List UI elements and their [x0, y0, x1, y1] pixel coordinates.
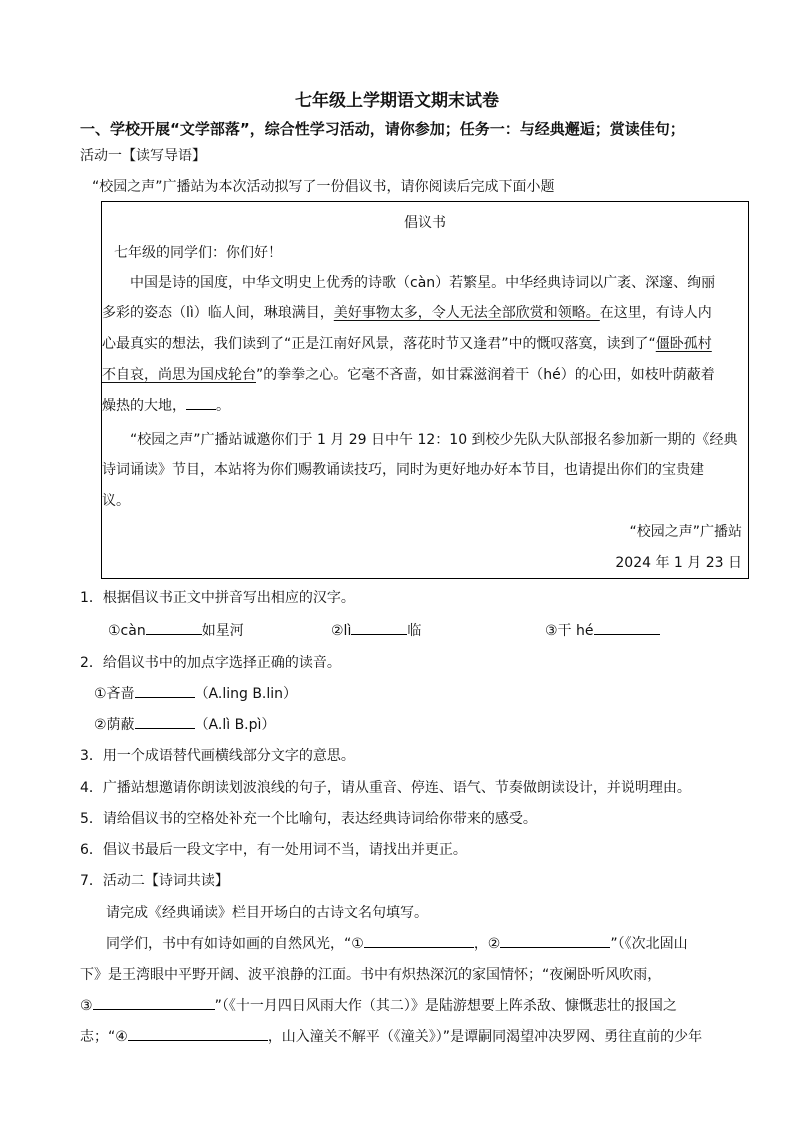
question-7: 7．活动二【诗词共读】: [80, 873, 229, 889]
letter-p2-line2: 诗词诵读》节目，本站将为你们赐教诵读技巧，同时为更好地办好本节目，也请提出你们的宝贵建: [102, 462, 704, 478]
question-5: 5．请给倡议书的空格处补充一个比喻句，表达经典诗词给你带来的感受。: [80, 811, 537, 827]
fill-blank-2[interactable]: [500, 933, 610, 948]
fill-blank[interactable]: [146, 620, 202, 635]
letter-p2-line1: “校园之声”广播站诚邀你们于 1 月 29 日中午 12：10 到校少先队大队部报名参加新一期的《经典: [130, 432, 738, 448]
letter-p1-line3: [102, 333, 712, 353]
fill-blank-1[interactable]: [364, 933, 474, 948]
fill-blank[interactable]: [351, 620, 407, 635]
q1-items-2: [331, 620, 421, 640]
page-title: 七年级上学期语文期末试卷: [295, 91, 499, 111]
letter-date: 2024 年 1 月 23 日: [615, 555, 742, 571]
fill-blank[interactable]: [594, 620, 660, 635]
q1-item-1: ①càn: [108, 623, 146, 639]
fill-blank[interactable]: [186, 395, 216, 410]
letter-p2-line3: 议。: [102, 493, 130, 509]
q7-instruction: 请完成《经典诵读》栏目开场白的古诗文名句填写。: [106, 905, 428, 921]
q1-item-3: ③干 hé: [545, 623, 594, 639]
letter-heading: 倡议书: [404, 215, 446, 231]
text-segment: 同学们，书中有如诗如画的自然风光，“①: [106, 936, 364, 952]
q2-word-1: ①吝啬: [94, 686, 135, 702]
question-4: 4．广播站想邀请你朗读划波浪线的句子，请从重音、停连、语气、节奏做朗读设计，并说明理由。: [80, 780, 691, 796]
q7-line-4: [80, 1026, 702, 1046]
letter-signature: “校园之声”广播站: [629, 524, 742, 540]
text-segment: ，②: [473, 936, 501, 952]
letter-p1-line4: [102, 364, 715, 384]
underlined-phrase: 美好事物太多，令人无法全部欣赏和领略。: [333, 305, 600, 321]
q2-option-a: [94, 683, 297, 703]
q1-items-3: [545, 620, 660, 640]
text-segment: ，山入潼关不解平（《潼关》）”是谭嗣同渴望冲决罗网、勇往直前的少年: [267, 1029, 703, 1045]
text-segment: ”的拳拳之心。它毫不吝啬，如甘霖滋润着干（hé）的心田，如枝叶荫蔽着: [256, 367, 715, 383]
q1-item-2: ②lì: [331, 623, 352, 639]
question-2: 2．给倡议书中的加点字选择正确的读音。: [80, 655, 341, 671]
question-1: 1．根据倡议书正文中拼音写出相应的汉字。: [80, 590, 355, 606]
text-segment: 燥热的大地，: [102, 398, 186, 414]
question-3: 3．用一个成语替代画横线部分文字的意思。: [80, 748, 355, 764]
intro-text: “校园之声”广播站为本次活动拟写了一份倡议书，请你阅读后完成下面小题: [92, 179, 555, 195]
text-segment: ”（《次北固山: [610, 936, 688, 952]
text-segment: 志；“④: [80, 1029, 128, 1045]
proposal-letter-box: [101, 201, 749, 579]
q2-choices-2: （A.lì B.pì）: [194, 717, 276, 733]
text-segment: 在这里，有诗人内: [599, 305, 712, 321]
letter-greeting: 七年级的同学们：你们好！: [114, 245, 282, 261]
fill-blank[interactable]: [135, 683, 195, 698]
q2-choices-1: （A.ling B.lin）: [194, 686, 298, 702]
q7-line-2: 下》是王湾眼中平野开阔、波平浪静的江面。书中有炽热深沉的家国情怀；“夜阑卧听风吹雨，: [80, 967, 662, 983]
letter-p1-line2: [102, 302, 712, 322]
text-segment: 心最真实的想法，我们读到了“正是江南好风景，落花时节又逢君”中的慨叹落寞，读到了“: [102, 336, 656, 352]
text-segment: ③: [80, 998, 93, 1014]
q2-word-2: ②荫蔽: [94, 717, 135, 733]
activity-heading: 活动一【读写导语】: [80, 148, 206, 164]
fill-blank-4[interactable]: [128, 1026, 268, 1041]
question-6: 6．倡议书最后一段文字中，有一处用词不当，请找出并更正。: [80, 842, 467, 858]
wavy-line-phrase: 僵卧孤村: [655, 336, 712, 352]
text-segment: 多彩的姿态（lì）临人间，琳琅满目，: [102, 305, 334, 321]
text-segment: ”（《十一月四日风雨大作（其二）》是陆游想要上阵杀敌、慷慨悲壮的报国之: [214, 998, 677, 1014]
q1-item-1-suffix: 如星河: [201, 623, 244, 639]
wavy-line-phrase: 不自哀，尚思为国戍轮台: [102, 367, 256, 383]
q1-item-2-suffix: 临: [407, 623, 422, 639]
q7-line-3: [80, 995, 677, 1015]
letter-p1-line5: [102, 395, 230, 415]
q2-option-b: [94, 714, 275, 734]
fill-blank[interactable]: [135, 714, 195, 729]
letter-p1-line1: 中国是诗的国度，中华文明史上优秀的诗歌（càn）若繁星。中华经典诗词以广袤、深邃、绚丽: [130, 275, 716, 291]
section-heading: 一、学校开展“文学部落”，综合性学习活动，请你参加；任务一：与经典邂逅；赏读佳句；: [80, 120, 685, 138]
q1-items: [108, 620, 244, 640]
fill-blank-3[interactable]: [93, 995, 215, 1010]
text-segment: 。: [216, 398, 230, 414]
q7-line-1: [106, 933, 688, 953]
